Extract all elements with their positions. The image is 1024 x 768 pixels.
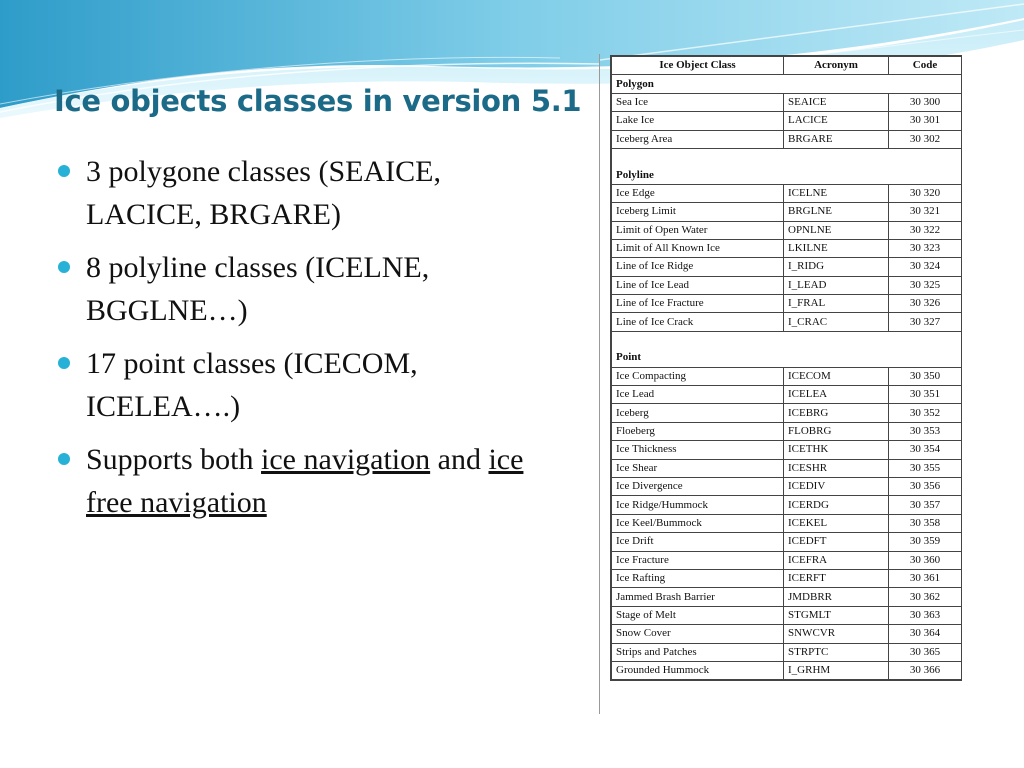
bullet-navigation xyxy=(58,438,558,524)
code-cell: 30 302 xyxy=(889,130,962,148)
code-cell: 30 363 xyxy=(889,606,962,624)
acronym-cell: I_RIDG xyxy=(784,258,889,276)
acronym-cell: ICECOM xyxy=(784,367,889,385)
class-cell: Line of Ice Fracture xyxy=(612,295,784,313)
code-cell: 30 357 xyxy=(889,496,962,514)
code-cell: 30 325 xyxy=(889,276,962,294)
acronym-cell: ICETHK xyxy=(784,441,889,459)
bullet-list xyxy=(58,150,558,534)
table-row xyxy=(612,276,962,294)
bullet-polygon xyxy=(58,150,558,236)
table-spacer-row xyxy=(612,148,962,166)
class-cell: Ice Drift xyxy=(612,533,784,551)
class-cell: Stage of Melt xyxy=(612,606,784,624)
acronym-cell: STRPTC xyxy=(784,643,889,661)
header-class: Ice Object Class xyxy=(612,57,784,75)
code-cell: 30 358 xyxy=(889,514,962,532)
bullet-dot-icon xyxy=(58,357,70,369)
table-row xyxy=(612,221,962,239)
class-cell: Ice Fracture xyxy=(612,551,784,569)
class-cell: Iceberg Limit xyxy=(612,203,784,221)
class-cell: Line of Ice Lead xyxy=(612,276,784,294)
acronym-cell: I_GRHM xyxy=(784,661,889,679)
code-cell: 30 362 xyxy=(889,588,962,606)
acronym-cell: ICEDFT xyxy=(784,533,889,551)
acronym-cell: BRGLNE xyxy=(784,203,889,221)
table-group-row xyxy=(612,166,962,184)
code-cell: 30 321 xyxy=(889,203,962,221)
class-cell: Snow Cover xyxy=(612,625,784,643)
acronym-cell: I_LEAD xyxy=(784,276,889,294)
class-cell: Ice Compacting xyxy=(612,367,784,385)
bullet-dot-icon xyxy=(58,165,70,177)
header-code: Code xyxy=(889,57,962,75)
acronym-cell: I_FRAL xyxy=(784,295,889,313)
table-row xyxy=(612,367,962,385)
bullet-point xyxy=(58,342,558,428)
table-row xyxy=(612,496,962,514)
table-row xyxy=(612,112,962,130)
table-row xyxy=(612,404,962,422)
code-cell: 30 350 xyxy=(889,367,962,385)
bullet-polyline xyxy=(58,246,558,332)
code-cell: 30 301 xyxy=(889,112,962,130)
code-cell: 30 322 xyxy=(889,221,962,239)
class-cell: Ice Keel/Bummock xyxy=(612,514,784,532)
code-cell: 30 366 xyxy=(889,661,962,679)
acronym-cell: ICELEA xyxy=(784,386,889,404)
table-row xyxy=(612,661,962,679)
table-group-row xyxy=(612,75,962,93)
table-row xyxy=(612,203,962,221)
acronym-cell: ICERDG xyxy=(784,496,889,514)
code-cell: 30 352 xyxy=(889,404,962,422)
acronym-cell: OPNLNE xyxy=(784,221,889,239)
table-row xyxy=(612,459,962,477)
acronym-cell: LACICE xyxy=(784,112,889,130)
table-row xyxy=(612,625,962,643)
class-cell: Jammed Brash Barrier xyxy=(612,588,784,606)
table-row xyxy=(612,643,962,661)
class-cell: Ice Edge xyxy=(612,184,784,202)
acronym-cell: ICEBRG xyxy=(784,404,889,422)
bullet-text-pre: Supports both xyxy=(86,443,262,476)
table-row xyxy=(612,258,962,276)
acronym-cell: LKILNE xyxy=(784,239,889,257)
acronym-cell: ICEDIV xyxy=(784,477,889,495)
group-title: Polyline xyxy=(612,166,962,184)
ice-free-navigation-link[interactable]: ice free navigation xyxy=(86,443,524,519)
class-cell: Iceberg Area xyxy=(612,130,784,148)
table-row xyxy=(612,386,962,404)
table-row xyxy=(612,184,962,202)
table-row xyxy=(612,533,962,551)
acronym-cell: ICELNE xyxy=(784,184,889,202)
class-cell: Line of Ice Ridge xyxy=(612,258,784,276)
acronym-cell: STGMLT xyxy=(784,606,889,624)
table-row xyxy=(612,239,962,257)
code-cell: 30 324 xyxy=(889,258,962,276)
table-row xyxy=(612,606,962,624)
code-cell: 30 360 xyxy=(889,551,962,569)
class-cell: Ice Ridge/Hummock xyxy=(612,496,784,514)
table-row xyxy=(612,422,962,440)
bullet-dot-icon xyxy=(58,453,70,465)
table-row xyxy=(612,477,962,495)
ice-object-table-image xyxy=(610,55,962,681)
class-cell: Ice Thickness xyxy=(612,441,784,459)
table-row xyxy=(612,295,962,313)
code-cell: 30 300 xyxy=(889,93,962,111)
acronym-cell: SNWCVR xyxy=(784,625,889,643)
class-cell: Line of Ice Crack xyxy=(612,313,784,331)
table-body xyxy=(612,75,962,680)
table-row xyxy=(612,569,962,587)
table-group-row xyxy=(612,349,962,367)
table-row xyxy=(612,551,962,569)
code-cell: 30 327 xyxy=(889,313,962,331)
table-row xyxy=(612,130,962,148)
header-acronym: Acronym xyxy=(784,57,889,75)
acronym-cell: ICEKEL xyxy=(784,514,889,532)
acronym-cell: I_CRAC xyxy=(784,313,889,331)
slide-title: Ice objects classes in version 5.1 xyxy=(54,84,582,118)
class-cell: Sea Ice xyxy=(612,93,784,111)
code-cell: 30 320 xyxy=(889,184,962,202)
acronym-cell: BRGARE xyxy=(784,130,889,148)
bullet-text: 3 polygone classes (SEAICE, LACICE, BRGARE) xyxy=(86,155,441,231)
bullet-dot-icon xyxy=(58,261,70,273)
code-cell: 30 356 xyxy=(889,477,962,495)
class-cell: Lake Ice xyxy=(612,112,784,130)
table-row xyxy=(612,514,962,532)
code-cell: 30 364 xyxy=(889,625,962,643)
ice-object-table xyxy=(611,56,962,680)
table-row xyxy=(612,441,962,459)
acronym-cell: ICERFT xyxy=(784,569,889,587)
bullet-text: 8 polyline classes (ICELNE, BGGLNE…) xyxy=(86,251,430,327)
code-cell: 30 354 xyxy=(889,441,962,459)
class-cell: Ice Rafting xyxy=(612,569,784,587)
code-cell: 30 323 xyxy=(889,239,962,257)
acronym-cell: FLOBRG xyxy=(784,422,889,440)
class-cell: Ice Divergence xyxy=(612,477,784,495)
class-cell: Grounded Hummock xyxy=(612,661,784,679)
acronym-cell: ICESHR xyxy=(784,459,889,477)
class-cell: Ice Shear xyxy=(612,459,784,477)
ice-navigation-link[interactable]: ice navigation xyxy=(261,443,431,476)
code-cell: 30 355 xyxy=(889,459,962,477)
code-cell: 30 326 xyxy=(889,295,962,313)
code-cell: 30 365 xyxy=(889,643,962,661)
table-row xyxy=(612,313,962,331)
table-header-row xyxy=(612,57,962,75)
bullet-text-mid: and xyxy=(430,443,489,476)
code-cell: 30 361 xyxy=(889,569,962,587)
acronym-cell: SEAICE xyxy=(784,93,889,111)
bullet-text: 17 point classes (ICECOM, ICELEA….) xyxy=(86,347,418,423)
table-row xyxy=(612,588,962,606)
class-cell: Limit of Open Water xyxy=(612,221,784,239)
class-cell: Strips and Patches xyxy=(612,643,784,661)
table-row xyxy=(612,93,962,111)
class-cell: Iceberg xyxy=(612,404,784,422)
group-title: Point xyxy=(612,349,962,367)
class-cell: Limit of All Known Ice xyxy=(612,239,784,257)
class-cell: Ice Lead xyxy=(612,386,784,404)
class-cell: Floeberg xyxy=(612,422,784,440)
table-spacer-row xyxy=(612,331,962,349)
acronym-cell: ICEFRA xyxy=(784,551,889,569)
code-cell: 30 353 xyxy=(889,422,962,440)
code-cell: 30 351 xyxy=(889,386,962,404)
acronym-cell: JMDBRR xyxy=(784,588,889,606)
code-cell: 30 359 xyxy=(889,533,962,551)
group-title: Polygon xyxy=(612,75,962,93)
